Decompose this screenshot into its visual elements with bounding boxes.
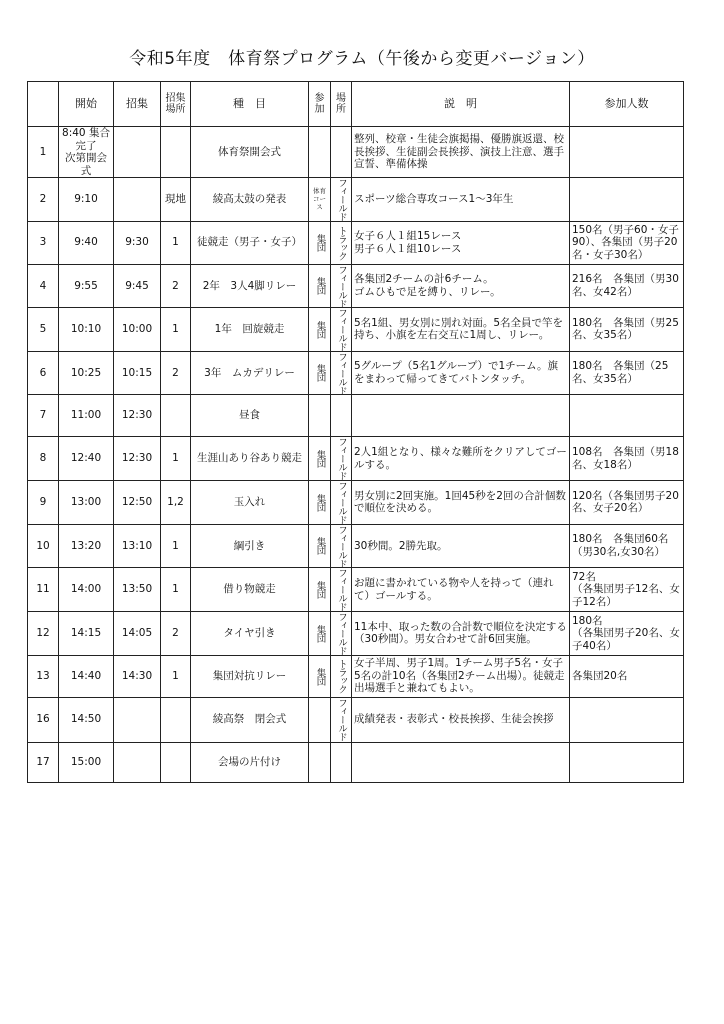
table-row xyxy=(28,655,684,697)
cell-count: 180名 各集団（男25名、女35名） xyxy=(570,308,684,352)
cell-gather-place: 1,2 xyxy=(161,481,191,525)
header-participate xyxy=(309,82,331,127)
cell-description: 男女別に2回実施。1回45秒を2回の合計個数で順位を決める。 xyxy=(352,481,570,525)
place-text: フィールド xyxy=(336,178,347,221)
place-text: トラック xyxy=(336,659,347,693)
place-text: フィールド xyxy=(336,524,347,567)
place-text: フィールド xyxy=(336,612,347,655)
cell-description: スポーツ総合専攻コース1～3年生 xyxy=(352,178,570,222)
cell-participation xyxy=(309,612,331,656)
cell-count: 180名 各集団60名（男30名,女30名） xyxy=(570,524,684,568)
cell-gather-place xyxy=(161,127,191,178)
table-row xyxy=(28,308,684,352)
header-count: 参加人数 xyxy=(570,82,684,127)
cell-count: 108名 各集団（男18名、女18名） xyxy=(570,437,684,481)
cell-event: 昼食 xyxy=(191,395,309,437)
cell-place xyxy=(331,127,352,178)
cell-event: 3年 ムカデリレー xyxy=(191,351,309,395)
header-gather: 招集 xyxy=(114,82,161,127)
cell-count: 180名 各集団（25名、女35名） xyxy=(570,351,684,395)
cell-gather-place xyxy=(161,742,191,782)
cell-start: 12:40 xyxy=(59,437,114,481)
cell-description: 成績発表・表彰式・校長挨拶、生徒会挨拶 xyxy=(352,697,570,742)
place-text: フィールド xyxy=(336,437,347,480)
cell-count xyxy=(570,178,684,222)
table-row xyxy=(28,395,684,437)
cell-participation xyxy=(309,395,331,437)
header-gather-place-line1: 招集 xyxy=(165,93,186,104)
cell-count xyxy=(570,127,684,178)
cell-place xyxy=(331,221,352,264)
cell-participation xyxy=(309,264,331,308)
cell-participation xyxy=(309,308,331,352)
cell-no: 8 xyxy=(28,437,59,481)
header-description: 説 明 xyxy=(352,82,570,127)
cell-place xyxy=(331,264,352,308)
table-row xyxy=(28,127,684,178)
place-text: トラック xyxy=(336,225,347,260)
header-gather-place xyxy=(161,82,191,127)
cell-description: 5グループ（5名1グループ）で1チーム。旗をまわって帰ってきてバトンタッチ。 xyxy=(352,351,570,395)
participation-text: 体育コース xyxy=(313,187,326,212)
cell-place xyxy=(331,437,352,481)
cell-no: 6 xyxy=(28,351,59,395)
cell-start: 14:15 xyxy=(59,612,114,656)
cell-no: 10 xyxy=(28,524,59,568)
cell-participation xyxy=(309,351,331,395)
cell-event: 綾高祭 閉会式 xyxy=(191,697,309,742)
cell-gather-place: 1 xyxy=(161,221,191,264)
place-text: フィールド xyxy=(336,264,347,307)
table-row xyxy=(28,697,684,742)
cell-count: 各集団20名 xyxy=(570,655,684,697)
participation-text: 集団 xyxy=(314,537,326,555)
cell-no: 11 xyxy=(28,568,59,612)
cell-start: 8:40 集合完了 次第開会式 xyxy=(59,127,114,178)
cell-gather-time xyxy=(114,178,161,222)
cell-place xyxy=(331,568,352,612)
cell-count: 216名 各集団（男30名、女42名） xyxy=(570,264,684,308)
cell-participation xyxy=(309,568,331,612)
cell-start: 9:40 xyxy=(59,221,114,264)
cell-gather-time xyxy=(114,742,161,782)
cell-count xyxy=(570,742,684,782)
cell-no: 1 xyxy=(28,127,59,178)
cell-start: 9:10 xyxy=(59,178,114,222)
cell-start: 11:00 xyxy=(59,395,114,437)
header-participate-line2: 加 xyxy=(314,104,325,115)
cell-gather-time xyxy=(114,697,161,742)
cell-description xyxy=(352,742,570,782)
cell-gather-time: 13:10 xyxy=(114,524,161,568)
participation-text: 集団 xyxy=(314,667,326,685)
cell-gather-place: 現地 xyxy=(161,178,191,222)
cell-participation xyxy=(309,437,331,481)
cell-participation xyxy=(309,742,331,782)
table-row xyxy=(28,221,684,264)
table-row xyxy=(28,351,684,395)
cell-participation xyxy=(309,127,331,178)
cell-gather-time: 14:30 xyxy=(114,655,161,697)
cell-start: 14:50 xyxy=(59,697,114,742)
table-row xyxy=(28,481,684,525)
cell-gather-place: 1 xyxy=(161,524,191,568)
participation-text: 集団 xyxy=(314,450,326,467)
header-place xyxy=(331,82,352,127)
cell-no: 12 xyxy=(28,612,59,656)
cell-gather-place: 2 xyxy=(161,264,191,308)
place-text: フィールド xyxy=(336,308,347,351)
cell-count: 180名 （各集団男子20名、女子40名） xyxy=(570,612,684,656)
cell-count: 120名（各集団男子20名、女子20名） xyxy=(570,481,684,525)
table-row xyxy=(28,568,684,612)
cell-gather-time: 10:15 xyxy=(114,351,161,395)
cell-participation xyxy=(309,697,331,742)
cell-start: 10:25 xyxy=(59,351,114,395)
header-row xyxy=(28,82,684,127)
cell-place xyxy=(331,351,352,395)
cell-event: 集団対抗リレー xyxy=(191,655,309,697)
cell-description: 2人1組となり、様々な難所をクリアしてゴールする。 xyxy=(352,437,570,481)
cell-place xyxy=(331,481,352,525)
header-gather-place-line2: 場所 xyxy=(165,104,186,115)
table-row xyxy=(28,524,684,568)
cell-gather-time: 12:50 xyxy=(114,481,161,525)
cell-gather-place: 2 xyxy=(161,351,191,395)
cell-event: 1年 回旋競走 xyxy=(191,308,309,352)
cell-gather-time: 14:05 xyxy=(114,612,161,656)
cell-gather-place: 1 xyxy=(161,437,191,481)
participation-text: 集団 xyxy=(314,277,326,295)
cell-no: 16 xyxy=(28,697,59,742)
cell-no: 3 xyxy=(28,221,59,264)
cell-gather-time: 12:30 xyxy=(114,437,161,481)
cell-participation xyxy=(309,481,331,525)
header-place-line2: 所 xyxy=(336,104,346,115)
cell-gather-time: 9:45 xyxy=(114,264,161,308)
place-text: フィールド xyxy=(336,568,347,611)
participation-text: 集団 xyxy=(314,234,326,251)
header-no xyxy=(28,82,59,127)
cell-description: 5名1組、男女別に別れ対面。5名全員で竿を持ち、小旗を左右交互に1周し、リレー。 xyxy=(352,308,570,352)
page-title: 令和5年度 体育祭プログラム（午後から変更バージョン） xyxy=(129,49,595,69)
cell-gather-place: 1 xyxy=(161,308,191,352)
cell-gather-place xyxy=(161,697,191,742)
cell-gather-time: 9:30 xyxy=(114,221,161,264)
cell-participation xyxy=(309,655,331,697)
cell-place xyxy=(331,655,352,697)
table-row xyxy=(28,742,684,782)
cell-event: 2年 3人4脚リレー xyxy=(191,264,309,308)
cell-no: 17 xyxy=(28,742,59,782)
cell-no: 13 xyxy=(28,655,59,697)
header-participate-line1: 参 xyxy=(314,93,325,104)
cell-gather-time xyxy=(114,127,161,178)
participation-text: 集団 xyxy=(314,320,326,338)
cell-event: タイヤ引き xyxy=(191,612,309,656)
cell-place xyxy=(331,308,352,352)
program-table xyxy=(27,81,684,783)
participation-text: 集団 xyxy=(314,493,326,511)
cell-start: 15:00 xyxy=(59,742,114,782)
cell-place xyxy=(331,395,352,437)
cell-event: 綱引き xyxy=(191,524,309,568)
cell-place xyxy=(331,524,352,568)
cell-start: 13:00 xyxy=(59,481,114,525)
participation-text: 集団 xyxy=(314,624,326,642)
cell-place xyxy=(331,612,352,656)
cell-event: 借り物競走 xyxy=(191,568,309,612)
cell-count: 150名（男子60・女子90）、各集団（男子20名・女子30名） xyxy=(570,221,684,264)
cell-description xyxy=(352,395,570,437)
place-text: フィールド xyxy=(336,698,347,741)
header-event: 種 目 xyxy=(191,82,309,127)
cell-event: 徒競走（男子・女子） xyxy=(191,221,309,264)
cell-count xyxy=(570,395,684,437)
cell-start: 9:55 xyxy=(59,264,114,308)
cell-start: 14:40 xyxy=(59,655,114,697)
cell-start: 13:20 xyxy=(59,524,114,568)
cell-gather-place xyxy=(161,395,191,437)
cell-description: お題に書かれている物や人を持って（連れて）ゴールする。 xyxy=(352,568,570,612)
cell-description: 30秒間。2勝先取。 xyxy=(352,524,570,568)
header-place-line1: 場 xyxy=(336,93,346,104)
cell-event: 体育祭開会式 xyxy=(191,127,309,178)
cell-event: 玉入れ xyxy=(191,481,309,525)
participation-text: 集団 xyxy=(314,364,326,382)
table-row xyxy=(28,178,684,222)
cell-event: 綾高太鼓の発表 xyxy=(191,178,309,222)
cell-event: 生涯山あり谷あり競走 xyxy=(191,437,309,481)
cell-event: 会場の片付け xyxy=(191,742,309,782)
cell-description: 整列、校章・生徒会旗掲揚、優勝旗返還、校長挨拶、生徒副会長挨拶、演技上注意、選手宣誓、準備体操 xyxy=(352,127,570,178)
place-text: フィールド xyxy=(336,351,347,394)
cell-gather-place: 1 xyxy=(161,568,191,612)
cell-description: 女子半周、男子1周。1チーム男子5名・女子5名の計10名（各集団2チーム出場）。徒競走出場選手と兼ねてもよい。 xyxy=(352,655,570,697)
cell-no: 7 xyxy=(28,395,59,437)
cell-gather-time: 10:00 xyxy=(114,308,161,352)
cell-gather-place: 2 xyxy=(161,612,191,656)
cell-count xyxy=(570,697,684,742)
cell-start: 14:00 xyxy=(59,568,114,612)
cell-no: 2 xyxy=(28,178,59,222)
cell-count: 72名 （各集団男子12名、女子12名） xyxy=(570,568,684,612)
cell-place xyxy=(331,742,352,782)
cell-place xyxy=(331,178,352,222)
cell-no: 5 xyxy=(28,308,59,352)
table-row xyxy=(28,612,684,656)
cell-gather-time: 13:50 xyxy=(114,568,161,612)
cell-description: 女子６人１組15レース 男子６人１組10レース xyxy=(352,221,570,264)
cell-no: 4 xyxy=(28,264,59,308)
place-text: フィールド xyxy=(336,481,347,524)
cell-start: 10:10 xyxy=(59,308,114,352)
table-row xyxy=(28,264,684,308)
cell-description: 11本中、取った数の合計数で順位を決定する（30秒間）。男女合わせて計6回実施。 xyxy=(352,612,570,656)
cell-participation xyxy=(309,524,331,568)
cell-place xyxy=(331,697,352,742)
cell-gather-time: 12:30 xyxy=(114,395,161,437)
cell-participation xyxy=(309,221,331,264)
participation-text: 集団 xyxy=(314,581,326,598)
table-row xyxy=(28,437,684,481)
cell-gather-place: 1 xyxy=(161,655,191,697)
cell-no: 9 xyxy=(28,481,59,525)
header-start: 開始 xyxy=(59,82,114,127)
cell-description: 各集団2チームの計6チーム。 ゴムひもで足を縛り、リレー。 xyxy=(352,264,570,308)
cell-participation xyxy=(309,178,331,222)
